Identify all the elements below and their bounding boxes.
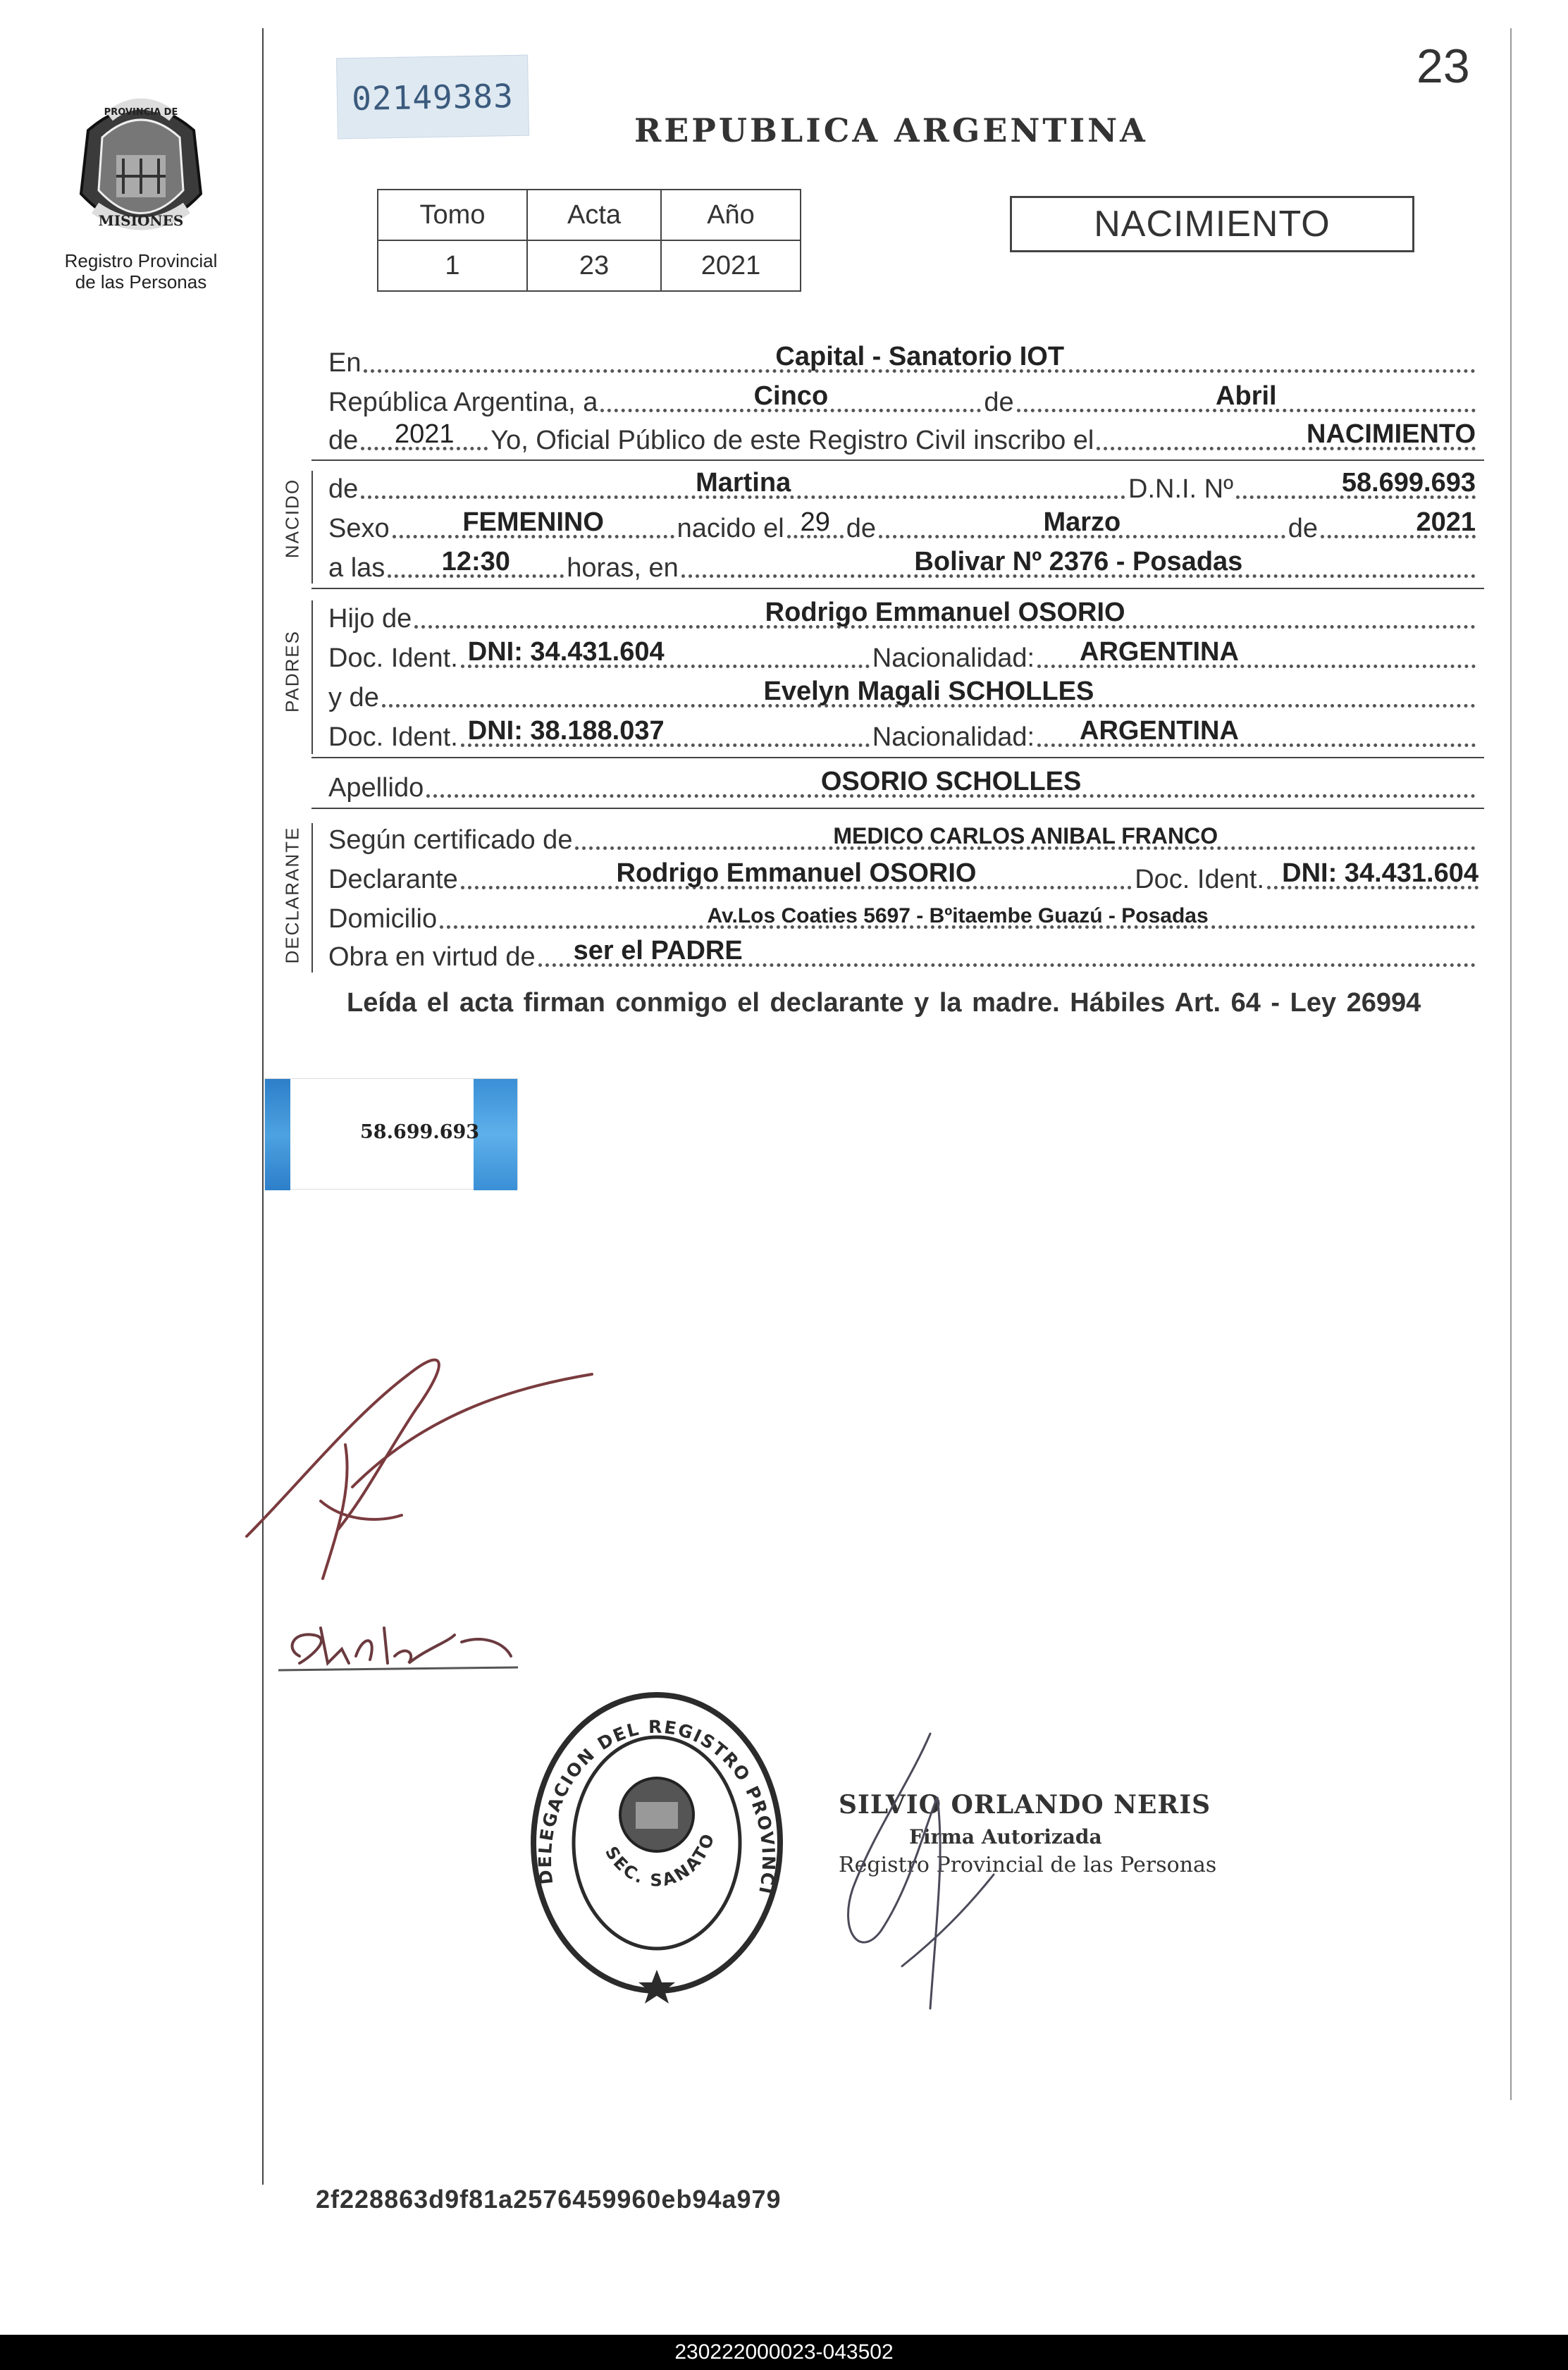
mother-signature [271, 1607, 532, 1684]
row-declarante [328, 860, 1479, 895]
place-value: Capital - Sanatorio IOT [775, 342, 1065, 371]
hijo-de-label: Hijo de [328, 604, 412, 634]
sexo-label: Sexo [328, 514, 390, 543]
row-certificado [328, 820, 1479, 856]
logo-caption-line2: de las Personas [75, 271, 207, 292]
sexo-value: FEMENINO [462, 507, 604, 537]
de-month-label: de [846, 514, 877, 543]
row-madre [328, 678, 1479, 713]
anio-value: 2021 [661, 240, 801, 291]
domicilio-label: Domicilio [328, 904, 438, 934]
row-sexo [328, 509, 1479, 544]
official-office: Registro Provincial de las Personas [839, 1853, 1217, 1877]
anio-header: Año [661, 190, 801, 240]
apellido-value: OSORIO SCHOLLES [820, 767, 1082, 796]
mother-doc-label: Doc. Ident. [328, 722, 458, 752]
mother-name-value: Evelyn Magali SCHOLLES [763, 677, 1094, 706]
declarante-label: Declarante [328, 865, 458, 894]
id-sticker [264, 1078, 518, 1190]
birth-year-value: 2021 [1416, 507, 1476, 537]
row-madre-doc [328, 717, 1479, 753]
misiones-logo [67, 88, 215, 250]
logo-caption-line1: Registro Provincial [64, 250, 218, 271]
official-title: Firma Autorizada [909, 1825, 1102, 1849]
svg-text:MISIONES: MISIONES [98, 212, 184, 229]
apellido-top-line [311, 757, 1484, 758]
father-doc-label: Doc. Ident. [328, 643, 458, 673]
declarante-section-label: DECLARANTE [281, 826, 303, 964]
day-value: Cinco [753, 381, 829, 411]
left-margin-line [262, 28, 264, 2185]
declarante-signature [240, 1311, 606, 1621]
registry-table-values [378, 240, 801, 291]
declarante-bracket [311, 823, 313, 973]
acta-header: Acta [527, 190, 661, 240]
logo-caption [28, 250, 254, 292]
nacido-el-label: nacido el [677, 514, 784, 543]
row-hora [328, 548, 1479, 584]
year-value: 2021 [395, 419, 455, 449]
official-seal [523, 1681, 791, 2005]
footer-document-id: 230222000023-043502 [0, 2335, 1568, 2370]
record-type-box: NACIMIENTO [1010, 196, 1414, 252]
declarante-doc-value: DNI: 34.431.604 [1282, 858, 1479, 888]
inscribo-value: NACIMIENTO [1307, 419, 1476, 449]
mother-doc-value: DNI: 38.188.037 [467, 716, 665, 746]
republica-label: República Argentina, a [328, 388, 598, 417]
registry-table [377, 189, 801, 292]
sticker-number: 58.699.693 [360, 1121, 480, 1143]
sticker-right-band [474, 1079, 517, 1190]
time-value: 12:30 [441, 547, 510, 576]
nacido-top-line [311, 459, 1484, 461]
right-margin-line [1510, 28, 1512, 2100]
acta-value: 23 [527, 240, 661, 291]
tomo-header: Tomo [378, 190, 527, 240]
certificado-label: Según certificado de [328, 825, 573, 855]
padres-section-label: PADRES [281, 630, 303, 712]
nacido-bracket [311, 471, 313, 584]
mother-nationality-label: Nacionalidad: [872, 722, 1035, 752]
father-name-value: Rodrigo Emmanuel OSORIO [765, 598, 1125, 627]
row-nombre [328, 469, 1479, 505]
row-en [328, 343, 1479, 378]
child-dni-value: 58.699.693 [1341, 468, 1476, 498]
obra-label: Obra en virtud de [328, 942, 536, 972]
father-nationality-label: Nacionalidad: [872, 643, 1035, 673]
row-domicilio [328, 899, 1479, 934]
registry-table-header [378, 190, 801, 240]
de-label: de [984, 388, 1014, 417]
closing-statement: Leída el acta firman conmigo el declarante y la madre. Hábiles Art. 64 - Ley 26994 [347, 988, 1421, 1018]
en-label: En [328, 348, 362, 378]
de-name-label: de [328, 474, 359, 504]
row-inscribo [328, 421, 1479, 456]
row-obra [328, 937, 1479, 973]
padres-bracket [311, 600, 313, 754]
seal-outer-text: DELEGACION DEL REGISTRO PROVINCI [534, 1716, 779, 1897]
svg-text:PROVINCIA DE: PROVINCIA DE [104, 107, 178, 118]
birth-place-value: Bolivar Nº 2376 - Posadas [914, 547, 1243, 576]
tomo-value: 1 [378, 240, 527, 291]
padres-top-line [311, 588, 1484, 589]
obra-value: ser el PADRE [573, 936, 743, 965]
declarante-value: Rodrigo Emmanuel OSORIO [616, 858, 977, 888]
row-padre [328, 599, 1479, 634]
de-year-label: de [1288, 514, 1318, 543]
row-fecha [328, 383, 1479, 418]
row-apellido [328, 768, 1479, 803]
inscribo-label: Yo, Oficial Público de este Registro Civil inscribo el [490, 426, 1094, 455]
horas-label: horas, en [567, 553, 679, 583]
month-value: Abril [1216, 381, 1277, 411]
child-name-value: Martina [696, 468, 791, 498]
row-padre-doc [328, 638, 1479, 674]
de2-label: de [328, 426, 359, 455]
birth-day-value: 29 [800, 507, 830, 537]
declarante-doc-label: Doc. Ident. [1135, 865, 1264, 894]
sticker-left-band [265, 1079, 290, 1190]
y-de-label: y de [328, 683, 379, 712]
mother-nationality-value: ARGENTINA [1080, 716, 1239, 746]
birth-month-value: Marzo [1043, 507, 1121, 537]
seal-inner-text: SEC. SANATO [601, 1829, 720, 1891]
declarante-top-line [311, 808, 1484, 809]
nacido-section-label: NACIDO [281, 478, 303, 559]
page-number: 23 [1416, 39, 1470, 93]
a-las-label: a las [328, 553, 385, 583]
certificado-value: MEDICO CARLOS ANIBAL FRANCO [833, 823, 1218, 848]
domicilio-value: Av.Los Coaties 5697 - Bºitaembe Guazú - Posadas [707, 904, 1209, 927]
apellido-label: Apellido [328, 773, 424, 803]
document-title: REPUBLICA ARGENTINA [634, 111, 1148, 149]
father-doc-value: DNI: 34.431.604 [467, 637, 665, 667]
father-nationality-value: ARGENTINA [1080, 637, 1239, 667]
document-hash: 2f228863d9f81a2576459960eb94a979 [316, 2185, 782, 2214]
official-name: SILVIO ORLANDO NERIS [839, 1790, 1211, 1820]
official-signature [832, 1727, 1029, 2030]
serial-number-stamp: 02149383 [336, 55, 529, 140]
dni-label: D.N.I. Nº [1128, 474, 1233, 504]
